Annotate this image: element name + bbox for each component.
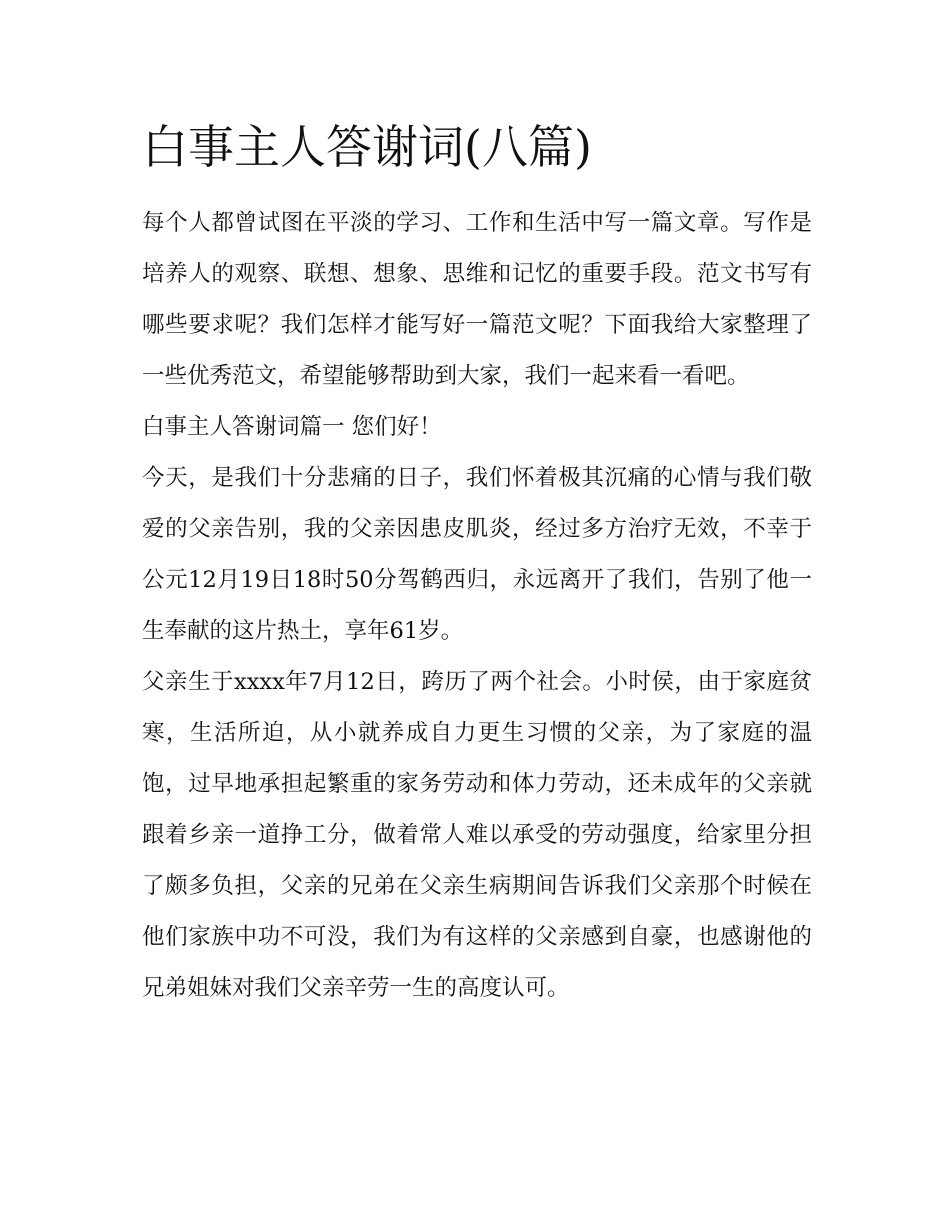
paragraph-intro: 每个人都曾试图在平淡的学习、工作和生活中写一篇文章。写作是培养人的观察、联想、想象、思维和记忆的重要手段。范文书写有哪些要求呢？我们怎样才能写好一篇范文呢？下面我给大家整理了一些优秀范文，希望能够帮助到大家，我们一起来看一看吧。	[142, 210, 812, 389]
document-title: 白事主人答谢词(八篇)	[142, 120, 592, 174]
paragraph-biography: 父亲生于xxxx年7月12日，跨历了两个社会。小时侯，由于家庭贫寒，生活所迫，从小就养成自力更生习惯的父亲，为了家庭的温饱，过早地承担起繁重的家务劳动和体力劳动，还未成年的父亲就跟着乡亲一道挣工分，做着常人难以承受的劳动强度，给家里分担了颇多负担，父亲的兄弟在父亲生病期间告诉我们父亲那个时候在他们家族中功不可没，我们为有这样的父亲感到自豪，也感谢他的兄弟姐妹对我们父亲辛劳一生的高度认可。	[142, 669, 812, 1001]
paragraph-announcement: 今天，是我们十分悲痛的日子，我们怀着极其沉痛的心情与我们敬爱的父亲告别，我的父亲因患皮肌炎，经过多方治疗无效，不幸于公元12月19日18时50分驾鹤西归，永远离开了我们，告别了他一生奉献的这片热土，享年61岁。	[142, 465, 812, 644]
document-body	[142, 198, 812, 1014]
paragraph-section-heading: 白事主人答谢词篇一 您们好！	[142, 414, 442, 440]
